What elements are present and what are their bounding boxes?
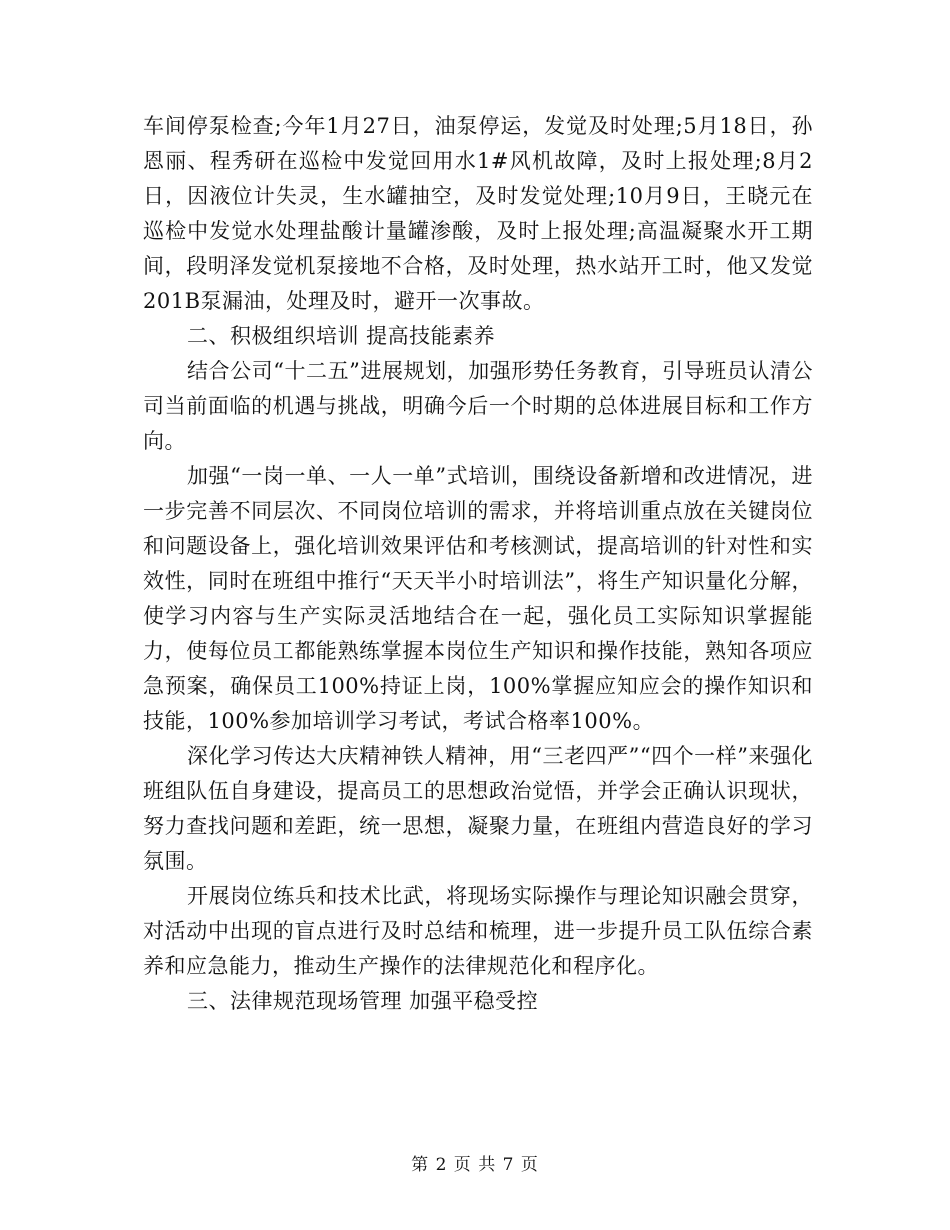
paragraph-incident-list: 车间停泵检查;今年1月27日，油泵停运，发觉及时处理;5月18日，孙恩丽、程秀研在巡检中发觉回用水1#风机故障，及时上报处理;8月2日，因液位计失灵，生水罐抽空，及时发觉处理;10月9日，王晓元在巡检中发觉水处理盐酸计量罐渗酸，及时上报处理;高温凝聚水开工期间，段明泽发觉机泵接地不合格，及时处理，热水站开工时，他又发觉201B泵漏油，处理及时，避开一次事故。 bbox=[143, 114, 813, 313]
paragraph-training-details: 加强“一岗一单、一人一单”式培训，围绕设备新增和改进情况，进一步完善不同层次、不同岗位培训的需求，并将培训重点放在关键岗位和问题设备上，强化培训效果评估和考核测试，提高培训的针对性和实效性，同时在班组中推行“天天半小时培训法”，将生产知识量化分解，使学习内容与生产实际灵活地结合在一起，强化员工实际知识掌握能力，使每位员工都能熟练掌握本岗位生产知识和操作技能，熟知各项应急预案，确保员工100%持证上岗，100%掌握应知应会的操作知识和技能，100%参加培训学习考试，考试合格率100%。 bbox=[143, 464, 813, 733]
paragraph-company-plan: 结合公司“十二五”进展规划，加强形势任务教育，引导班员认清公司当前面临的机遇与挑战，明确今后一个时期的总体进展目标和工作方向。 bbox=[143, 359, 813, 453]
paragraph-daqing-spirit: 深化学习传达大庆精神铁人精神，用“三老四严”“四个一样”来强化班组队伍自身建设，提高员工的思想政治觉悟，并学会正确认识现状，努力查找问题和差距，统一思想，凝聚力量，在班组内营造良好的学习氛围。 bbox=[143, 744, 813, 873]
document-body bbox=[143, 109, 813, 1019]
section-heading-site-management: 三、法律规范现场管理 加强平稳受控 bbox=[187, 989, 539, 1013]
page-number-footer: 第 2 页 共 7 页 bbox=[411, 1155, 539, 1175]
section-heading-training: 二、积极组织培训 提高技能素养 bbox=[187, 324, 496, 348]
paragraph-skills-competition: 开展岗位练兵和技术比武，将现场实际操作与理论知识融会贯穿，对活动中出现的盲点进行及时总结和梳理，进一步提升员工队伍综合素养和应急能力，推动生产操作的法律规范化和程序化。 bbox=[143, 884, 813, 978]
